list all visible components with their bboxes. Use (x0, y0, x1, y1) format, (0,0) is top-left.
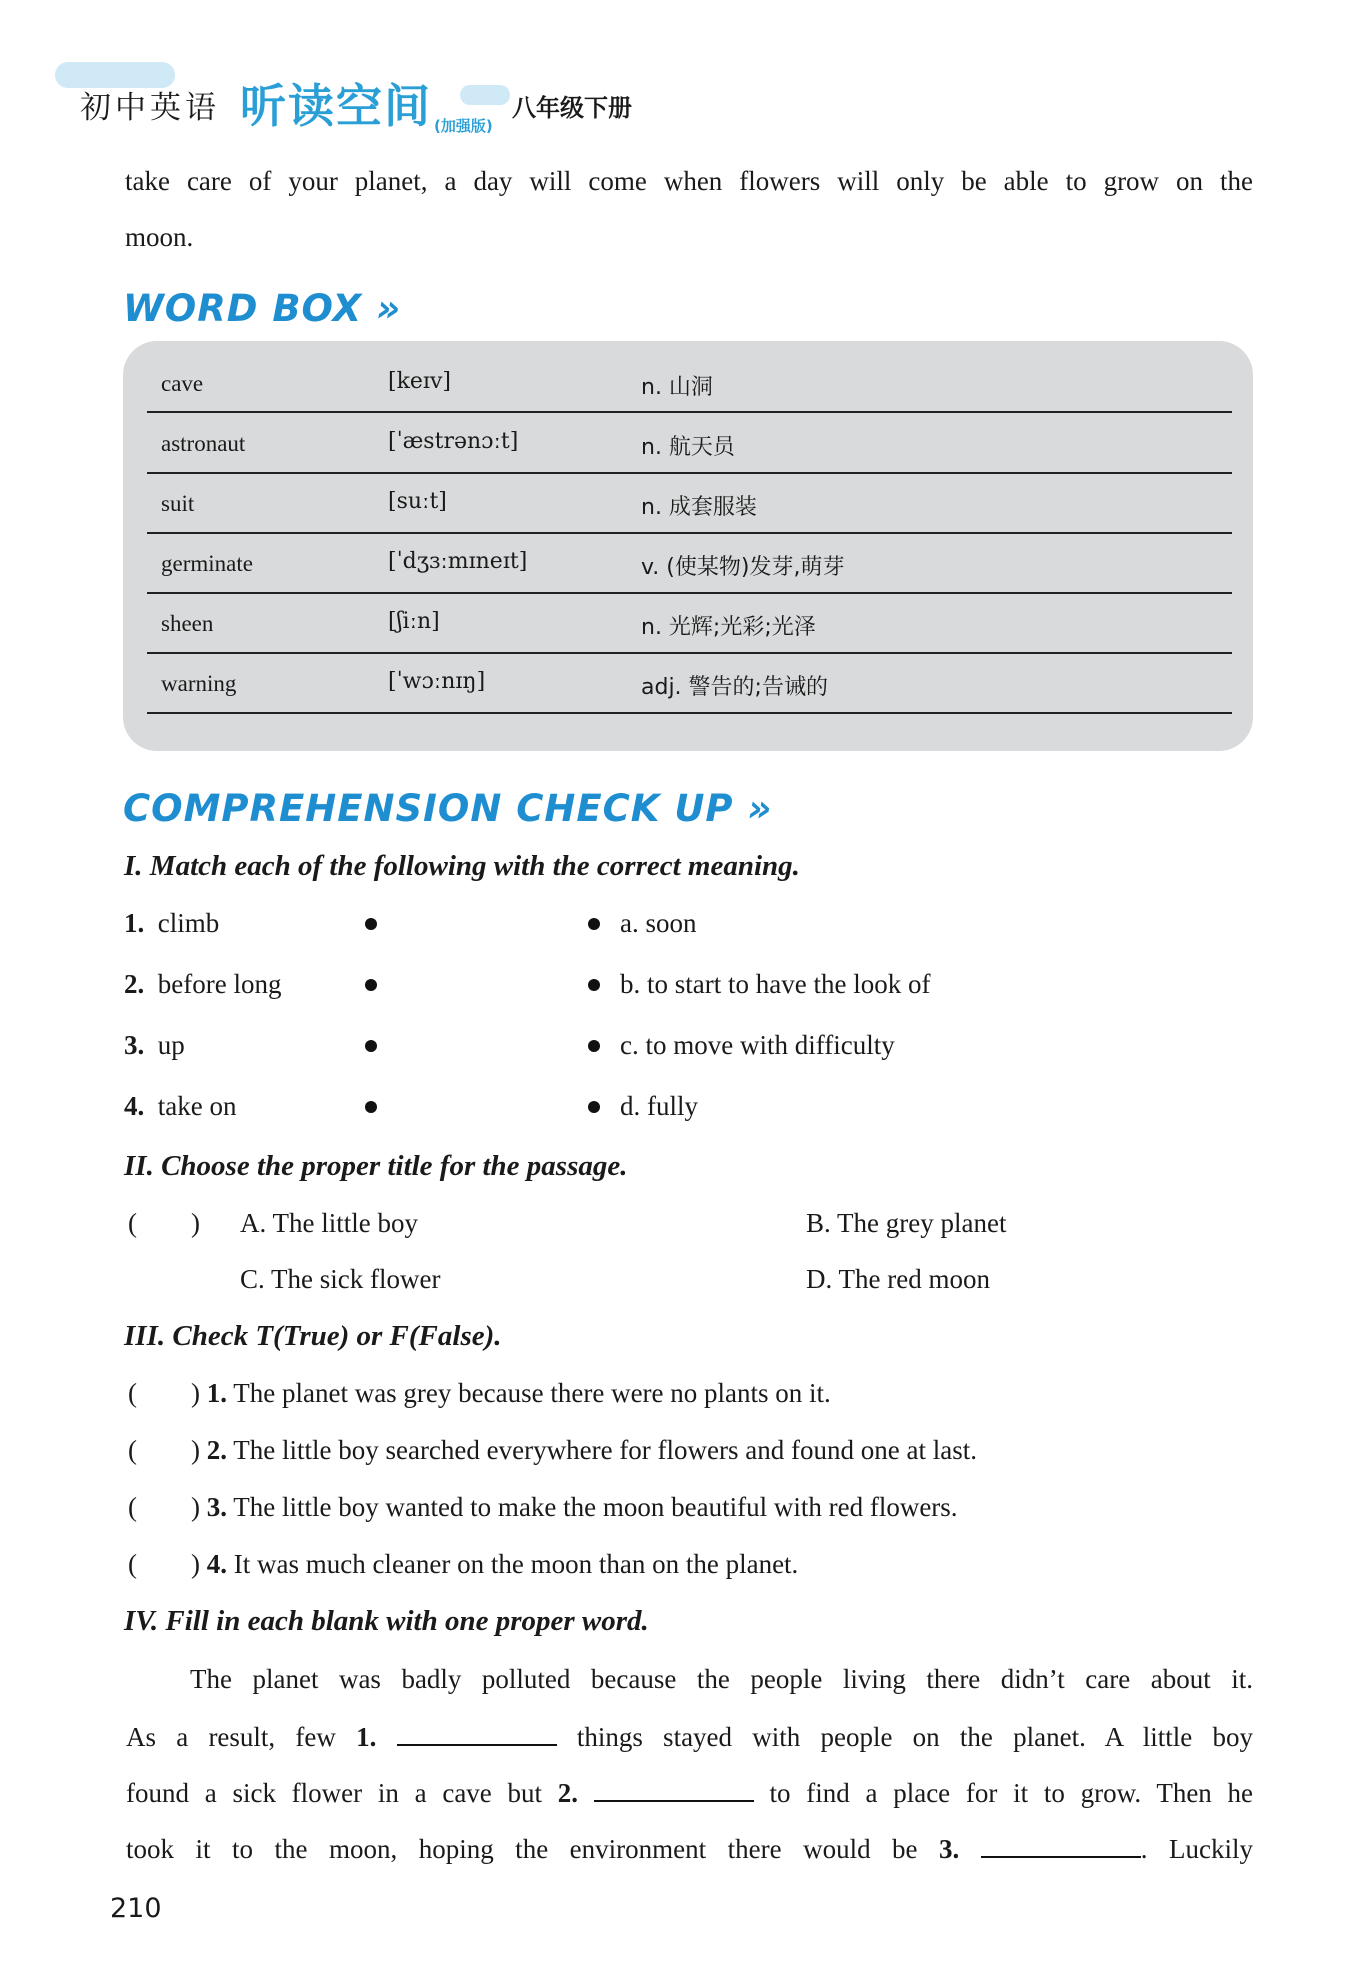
header-cloud-decoration (460, 85, 510, 105)
option-c: C. The sick flower (240, 1264, 441, 1294)
vocab-phonetic: [ˈwɔːnɪŋ] (388, 669, 486, 694)
match-right-dot[interactable] (588, 1101, 600, 1113)
match-left-item (124, 1093, 236, 1120)
match-right-dot[interactable] (588, 979, 600, 991)
comprehension-title (123, 787, 772, 830)
item-number: 1. (124, 908, 145, 938)
fill-line-2 (126, 1722, 1253, 1751)
word-box-title-text: WORD BOX (123, 287, 363, 330)
blank-2-input[interactable] (594, 1778, 754, 1802)
vocab-phonetic: [ʃiːn] (388, 609, 440, 634)
vocab-word: suit (161, 491, 195, 516)
tf-item (128, 1494, 958, 1521)
fill-text: things stayed with people on the planet. A little boy (576, 1722, 1254, 1752)
part1-heading: I. Match each of the following with the correct meaning. (124, 850, 800, 882)
fill-text: took it to the moon, hoping the environment there would be (126, 1834, 918, 1864)
item-text: up (157, 1030, 185, 1060)
match-left-dot[interactable] (365, 1101, 377, 1113)
header-series: 初中英语 (80, 90, 220, 126)
vocab-phonetic: [suːt] (388, 489, 447, 514)
tf-item (128, 1380, 831, 1407)
vocab-word: warning (161, 671, 237, 696)
item-text: before long (157, 969, 282, 999)
item-text: The little boy searched everywhere for flowers and found one at last. (233, 1435, 977, 1465)
match-left-item (124, 910, 219, 937)
vocab-meaning: v. (使某物)发芽,萌芽 (641, 555, 845, 580)
item-text: The little boy wanted to make the moon beautiful with red flowers. (233, 1492, 958, 1522)
vocab-meaning: n. 航天员 (641, 435, 735, 460)
table-rule (147, 411, 1232, 413)
blank-number: 3. (939, 1834, 960, 1864)
vocab-meaning: n. 光辉;光彩;光泽 (641, 615, 816, 640)
blank-1-input[interactable] (397, 1722, 557, 1746)
header-grade: 八年级下册 (512, 94, 632, 122)
match-left-item (124, 971, 281, 998)
item-number: 2. (206, 1435, 227, 1465)
intro-line-2: moon. (125, 222, 194, 252)
match-right-dot[interactable] (588, 918, 600, 930)
blank-number: 2. (557, 1778, 579, 1808)
tf-item (128, 1437, 977, 1464)
table-rule (147, 592, 1232, 594)
part3-heading: III. Check T(True) or F(False). (124, 1320, 502, 1352)
vocab-word: astronaut (161, 431, 246, 456)
double-chevron-icon: » (376, 287, 402, 330)
fill-text: found a sick flower in a cave but (126, 1778, 543, 1808)
header-edition: (加强版) (434, 117, 493, 135)
option-b: B. The grey planet (806, 1208, 1007, 1238)
vocab-word: sheen (161, 611, 214, 636)
answer-paren[interactable]: ( ) (128, 1435, 200, 1465)
fill-line-3 (126, 1778, 1253, 1807)
part2-heading: II. Choose the proper title for the passage. (124, 1150, 628, 1182)
answer-paren[interactable]: ( ) (128, 1208, 200, 1238)
match-right-item: c. to move with difficulty (620, 1030, 895, 1060)
item-number: 4. (124, 1091, 145, 1121)
answer-paren[interactable]: ( ) (128, 1378, 200, 1408)
item-number: 4. (206, 1549, 227, 1579)
answer-paren[interactable]: ( ) (128, 1492, 200, 1522)
table-rule (147, 652, 1232, 654)
fill-text: As a result, few (126, 1722, 336, 1752)
fill-text: . Luckily (1140, 1834, 1254, 1864)
vocab-meaning: n. 成套服装 (641, 495, 757, 520)
item-text: take on (157, 1091, 237, 1121)
item-text: It was much cleaner on the moon than on the planet. (233, 1549, 799, 1579)
match-left-dot[interactable] (365, 918, 377, 930)
match-left-dot[interactable] (365, 1040, 377, 1052)
vocab-meaning: adj. 警告的;告诫的 (641, 675, 828, 700)
intro-line-1: take care of your planet, a day will come when flowers will only be able to grow on the (125, 166, 1253, 196)
table-rule (147, 532, 1232, 534)
vocab-word: cave (161, 371, 204, 396)
item-number: 3. (206, 1492, 227, 1522)
item-text: climb (157, 908, 220, 938)
item-number: 1. (206, 1378, 227, 1408)
fill-line-4 (126, 1834, 1253, 1863)
fill-line-1: The planet was badly polluted because the people living there didn’t care about it. (190, 1664, 1253, 1694)
option-a: A. The little boy (240, 1208, 418, 1238)
match-right-item: d. fully (620, 1091, 698, 1121)
part4-heading: IV. Fill in each blank with one proper word. (124, 1605, 649, 1637)
option-d: D. The red moon (806, 1264, 990, 1294)
blank-number: 1. (356, 1722, 377, 1752)
fill-text: to find a place for it to grow. Then he (769, 1778, 1254, 1808)
table-rule (147, 472, 1232, 474)
match-left-dot[interactable] (365, 979, 377, 991)
match-left-item (124, 1032, 185, 1059)
item-text: The planet was grey because there were no plants on it. (233, 1378, 831, 1408)
vocab-phonetic: [ˈæstrənɔːt] (388, 429, 519, 454)
vocab-meaning: n. 山洞 (641, 375, 713, 400)
double-chevron-icon: » (747, 787, 773, 830)
match-right-item: b. to start to have the look of (620, 969, 931, 999)
comprehension-title-text: COMPREHENSION CHECK UP (123, 787, 734, 830)
item-number: 3. (124, 1030, 145, 1060)
vocab-phonetic: [ˈdʒɜːmɪneɪt] (388, 549, 528, 574)
blank-3-input[interactable] (981, 1834, 1141, 1858)
answer-paren[interactable]: ( ) (128, 1549, 200, 1579)
header-brand-logo: 听读空间 (240, 79, 432, 133)
word-box-table (123, 341, 1253, 751)
match-right-dot[interactable] (588, 1040, 600, 1052)
word-box-title (123, 287, 401, 330)
match-right-item: a. soon (620, 908, 697, 938)
page-number: 210 (110, 1893, 162, 1924)
table-rule (147, 712, 1232, 714)
vocab-phonetic: [keɪv] (388, 369, 451, 394)
item-number: 2. (124, 969, 145, 999)
vocab-word: germinate (161, 551, 253, 576)
tf-item (128, 1551, 798, 1578)
